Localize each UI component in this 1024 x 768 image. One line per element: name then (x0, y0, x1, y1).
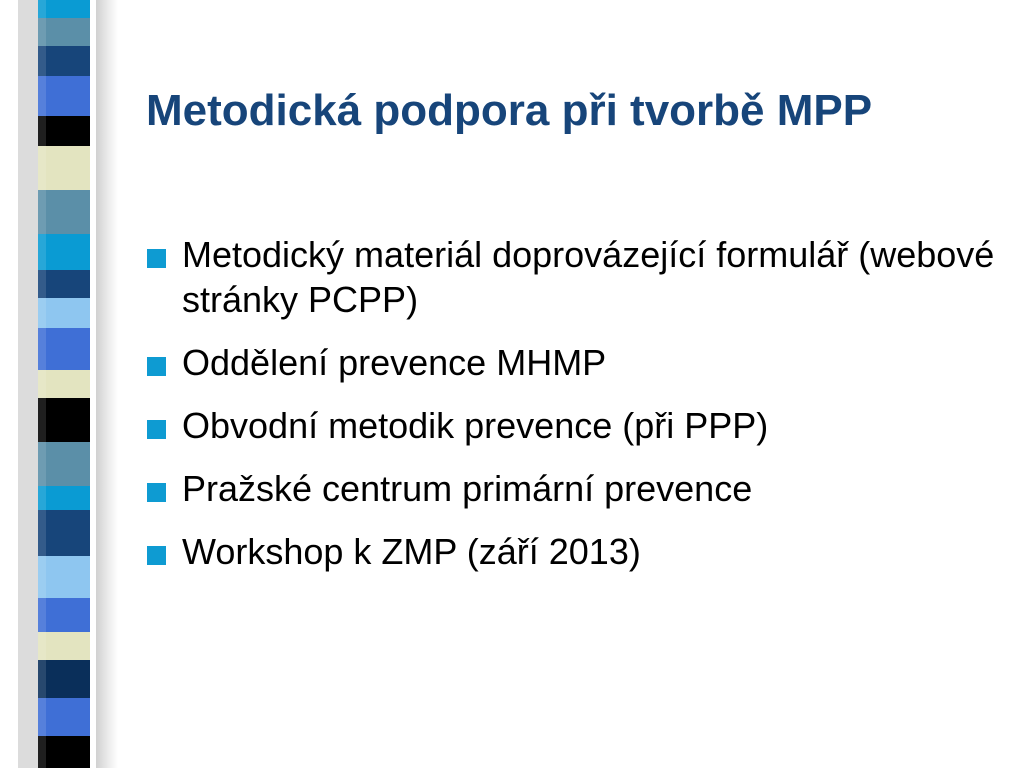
decorative-stripe (0, 0, 96, 768)
square-bullet-icon (147, 420, 166, 439)
bullet-text: Obvodní metodik prevence (při PPP) (182, 405, 769, 446)
bullet-item (146, 340, 1006, 385)
square-bullet-icon (147, 249, 166, 268)
stripe-shadow (96, 0, 118, 768)
decorative-stripe-graphic (0, 0, 96, 768)
bullet-text: Metodický materiál doprovázející formulář (webové stránky PCPP) (182, 234, 995, 320)
bullet-item (146, 529, 1006, 574)
bullet-item (146, 232, 1006, 322)
square-bullet-icon (147, 546, 166, 565)
bullet-item (146, 403, 1006, 448)
bullet-list (146, 232, 1006, 592)
bullet-text: Workshop k ZMP (září 2013) (182, 531, 641, 572)
square-bullet-icon (147, 483, 166, 502)
bullet-item (146, 466, 1006, 511)
slide-title: Metodická podpora při tvorbě MPP (146, 86, 873, 135)
bullet-text: Pražské centrum primární prevence (182, 468, 753, 509)
square-bullet-icon (147, 357, 166, 376)
bullet-text: Oddělení prevence MHMP (182, 342, 607, 383)
